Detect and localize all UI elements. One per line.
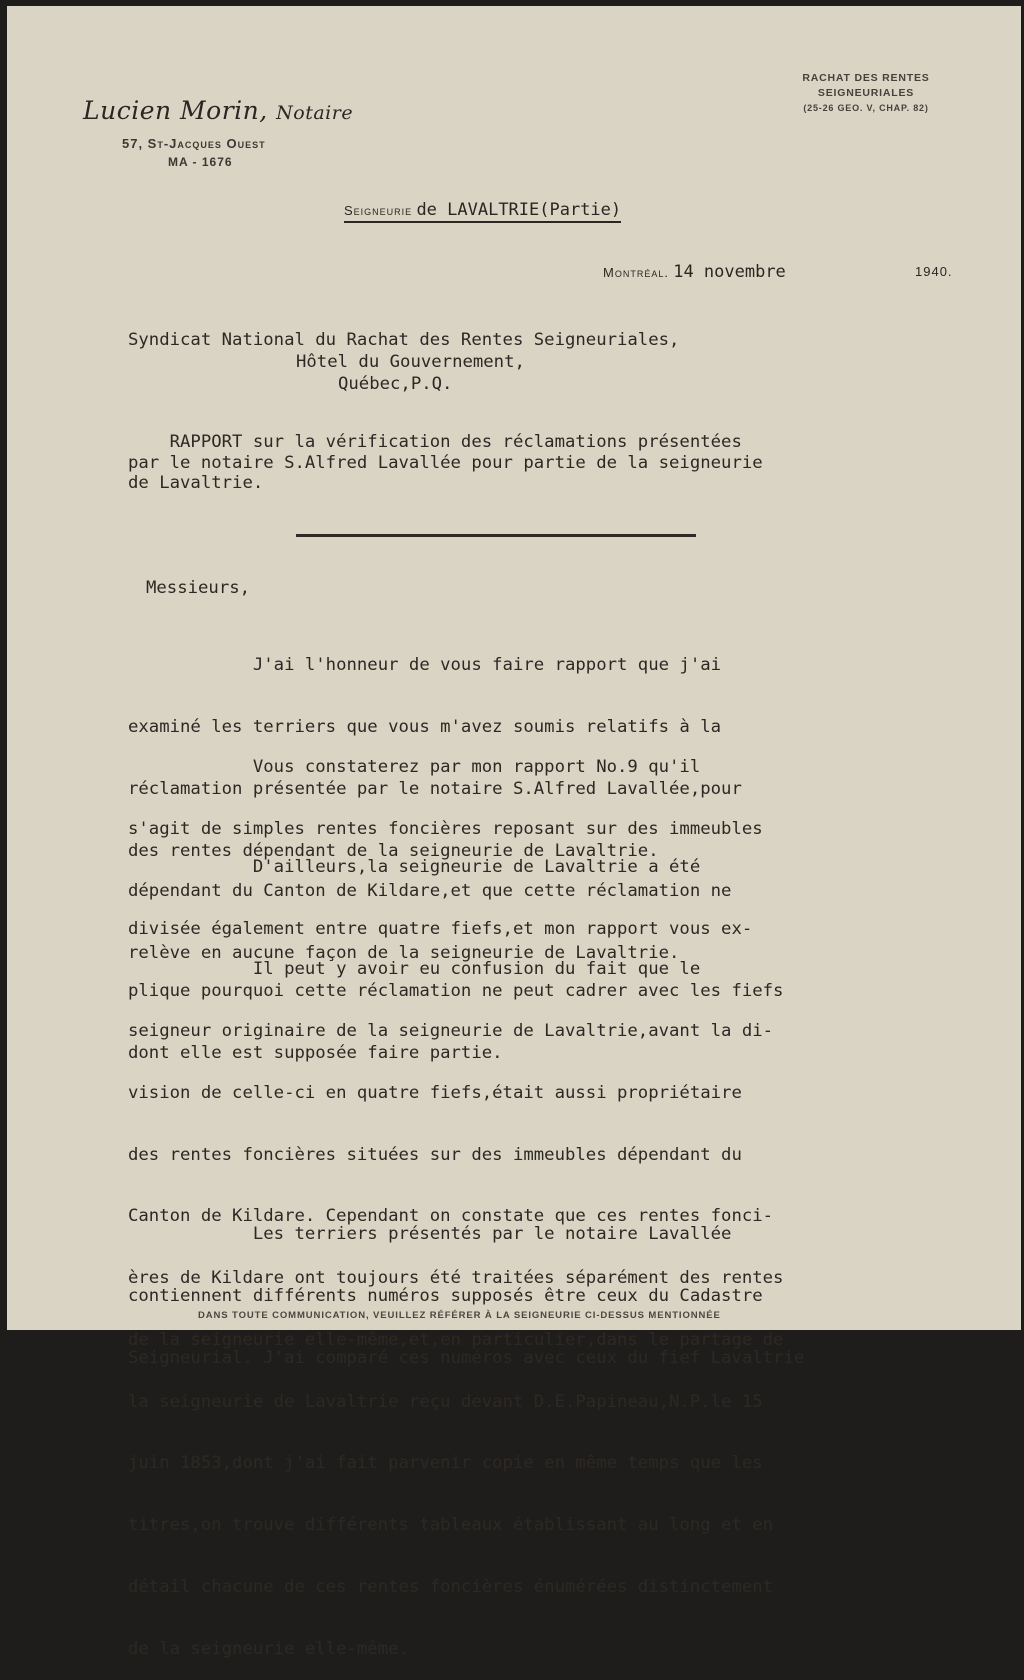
body-line: Canton de Kildare. Cependant on constate que ces rentes fonci- bbox=[128, 1206, 774, 1227]
recipient-line-2: Hôtel du Gouvernement, bbox=[296, 352, 525, 372]
date-city: Montréal. bbox=[603, 265, 669, 280]
paragraph-5 bbox=[128, 1183, 804, 1389]
date-day-month: 14 novembre bbox=[673, 262, 786, 282]
body-line: des rentes foncières situées sur des immeubles dépendant du bbox=[128, 1144, 742, 1165]
notary-name: Lucien Morin, bbox=[83, 96, 268, 125]
body-line: Les terriers présentés par le notaire Lavallée bbox=[128, 1224, 732, 1245]
report-heading-line: de Lavaltrie. bbox=[128, 473, 264, 494]
recipient-line-3: Québec,P.Q. bbox=[338, 374, 453, 394]
date-year: 1940. bbox=[915, 264, 953, 279]
date-line bbox=[603, 262, 953, 282]
rachat-block bbox=[766, 71, 966, 116]
subject-rest: de LAVALTRIE(Partie) bbox=[416, 200, 622, 220]
body-line: juin 1853,dont j'ai fait parvenir copie en même temps que les bbox=[128, 1453, 763, 1474]
body-line: plique pourquoi cette réclamation ne peut cadrer avec les fiefs bbox=[128, 980, 784, 1001]
body-line: la seigneurie de Lavaltrie reçu devant D.E.Papineau,N.P.le 15 bbox=[128, 1391, 763, 1412]
rachat-line-3: (25-26 GEO. V, CHAP. 82) bbox=[803, 103, 929, 113]
separator-rule bbox=[296, 534, 696, 537]
body-line: des rentes dépendant de la seigneurie de Lavaltrie. bbox=[128, 840, 659, 861]
rachat-line-1: RACHAT DES RENTES bbox=[802, 72, 930, 84]
body-line: s'agit de simples rentes foncières reposant sur des immeubles bbox=[128, 818, 763, 839]
body-line: réclamation présentée par le notaire S.Alfred Lavallée,pour bbox=[128, 778, 742, 799]
body-line: Vous constaterez par mon rapport No.9 qu'il bbox=[128, 757, 701, 778]
letterhead-phone: MA - 1676 bbox=[168, 155, 233, 169]
body-line: de la seigneurie elle-même. bbox=[128, 1638, 409, 1659]
body-line: titres,on trouve différents tableaux établissant au long et en bbox=[128, 1515, 774, 1536]
subject-prefix: Seigneurie bbox=[344, 203, 413, 218]
letterhead-address: 57, St-Jacques Ouest bbox=[122, 136, 266, 151]
body-line: Il peut y avoir eu confusion du fait que le bbox=[128, 959, 701, 980]
body-line: seigneur originaire de la seigneurie de Lavaltrie,avant la di- bbox=[128, 1020, 774, 1041]
salutation: Messieurs, bbox=[146, 578, 251, 598]
body-line: contiennent différents numéros supposés être ceux du Cadastre bbox=[128, 1285, 763, 1306]
report-heading-line: par le notaire S.Alfred Lavallée pour partie de la seigneurie bbox=[128, 452, 763, 473]
body-line: examiné les terriers que vous m'avez soumis relatifs à la bbox=[128, 716, 722, 737]
body-line: relève en aucune façon de la seigneurie de Lavaltrie. bbox=[128, 942, 680, 963]
recipient-line-1: Syndicat National du Rachat des Rentes Seigneuriales, bbox=[128, 330, 680, 350]
rachat-line-2: SEIGNEURIALES bbox=[817, 87, 915, 99]
body-line: vision de celle-ci en quatre fiefs,était aussi propriétaire bbox=[128, 1082, 742, 1103]
report-heading-line: RAPPORT sur la vérification des réclamations présentées bbox=[128, 432, 742, 452]
report-heading bbox=[128, 432, 763, 494]
body-line: détail chacune de ces rentes foncières énumérées distinctement bbox=[128, 1577, 774, 1597]
body-line: dépendant du Canton de Kildare,et que cette réclamation ne bbox=[128, 880, 732, 901]
body-line: divisée également entre quatre fiefs,et mon rapport vous ex- bbox=[128, 918, 753, 939]
letterhead-name bbox=[83, 96, 353, 125]
body-line: Seigneurial. J'ai comparé ces numéros avec ceux du fief Lavaltrie bbox=[128, 1347, 805, 1368]
subject-line bbox=[344, 200, 621, 223]
body-line: de la seigneurie elle-même,et,en particulier,dans le partage de bbox=[128, 1329, 784, 1350]
footer-notice: DANS TOUTE COMMUNICATION, VEUILLEZ RÉFÉRER À LA SEIGNEURIE CI-DESSUS MENTIONNÉE bbox=[198, 1310, 721, 1321]
notary-title: Notaire bbox=[276, 102, 354, 124]
body-line: ères de Kildare ont toujours été traitées séparément des rentes bbox=[128, 1268, 784, 1289]
body-line: J'ai l'honneur de vous faire rapport que j'ai bbox=[128, 655, 722, 676]
body-line: dont elle est supposée faire partie. bbox=[128, 1042, 503, 1063]
body-line: D'ailleurs,la seigneurie de Lavaltrie a été bbox=[128, 857, 701, 878]
